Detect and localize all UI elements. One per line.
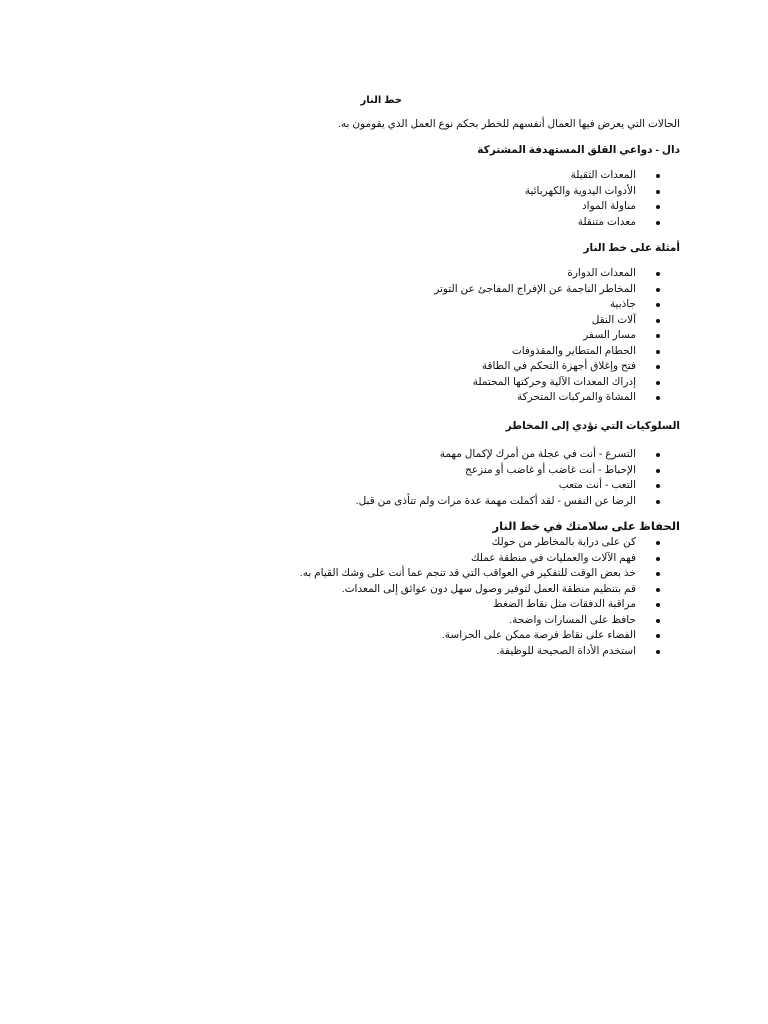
list-item	[300, 582, 680, 598]
bullet-icon	[656, 541, 660, 545]
list-item	[300, 597, 680, 613]
list-item	[300, 628, 680, 644]
list-item-text: معدات متنقلة	[577, 215, 636, 228]
bullet-icon	[656, 288, 660, 292]
bullet-icon	[656, 221, 660, 225]
bullet-icon	[656, 603, 660, 607]
section-common-heading: دال - دواعي القلق المستهدفة المشتركة	[477, 144, 680, 156]
list-item	[434, 390, 680, 406]
list-item-text: خذ بعض الوقت للتفكير في العواقب التي قد تنجم عما أنت على وشك القيام به.	[299, 567, 636, 579]
bullet-icon	[656, 205, 660, 209]
list-item	[525, 215, 680, 231]
list-item-text: إدراك المعدات الآلية وحركتها المحتملة	[472, 375, 636, 388]
bullet-icon	[656, 319, 660, 323]
list-item	[300, 535, 680, 551]
section-examples-heading: أمثلة على خط النار	[583, 242, 680, 254]
list-item-text: المعدات الثقيلة	[570, 169, 636, 181]
list-item-text: المشاة والمركبات المتحركة	[517, 391, 636, 403]
list-item	[434, 375, 680, 391]
list-item-text: فتح وإغلاق أجهزة التحكم في الطاقة	[481, 360, 636, 372]
list-item-text: الأدوات اليدوية والكهربائية	[524, 184, 636, 197]
list-item	[434, 313, 680, 329]
list-item	[434, 297, 680, 313]
bullet-icon	[656, 557, 660, 561]
section-common-list	[525, 168, 680, 230]
list-item-text: فهم الآلات والعمليات في منطقة عملك	[470, 551, 636, 564]
section-behaviors-list	[356, 447, 680, 509]
list-item	[356, 447, 680, 463]
list-item	[525, 184, 680, 200]
list-item	[434, 282, 680, 298]
list-item-text: الحطام المتطاير والمقذوفات	[511, 344, 636, 357]
list-item-text: حافظ على المسارات واضحة.	[509, 613, 636, 626]
list-item	[434, 328, 680, 344]
bullet-icon	[656, 588, 660, 592]
bullet-icon	[656, 303, 660, 307]
list-item-text: الرضا عن النفس - لقد أكملت مهمة عدة مرات ولم تتأذى من قبل.	[355, 494, 636, 507]
bullet-icon	[656, 634, 660, 638]
list-item	[300, 566, 680, 582]
list-item-text: الفضاء على نقاط فرصة ممكن على الحراسة.	[441, 629, 636, 641]
bullet-icon	[656, 365, 660, 369]
bullet-icon	[656, 453, 660, 457]
document-title: خط النار	[360, 95, 402, 106]
list-item	[434, 266, 680, 282]
list-item	[525, 199, 680, 215]
list-item-text: استخدم الأداة الصحيحة للوظيفة.	[496, 644, 636, 657]
list-item-text: كن على دراية بالمخاطر من حولك	[491, 536, 636, 548]
list-item-text: مراقبة الدفقات مثل نقاط الضغط	[492, 598, 636, 610]
section-safety-list	[300, 535, 680, 659]
list-item-text: مسار السفر	[583, 329, 636, 341]
list-item-text: الإحباط - أنت غاضب أو غاضب أو منزعج	[465, 463, 636, 476]
intro-paragraph: الحالات التي يعرض فيها العمال أنفسهم للخطر بحكم نوع العمل الذي يقومون به.	[337, 118, 680, 130]
bullet-icon	[656, 469, 660, 473]
bullet-icon	[656, 174, 660, 178]
bullet-icon	[656, 350, 660, 354]
list-item	[356, 478, 680, 494]
section-safety-heading: الحفاظ على سلامتك في خط النار	[492, 521, 680, 533]
list-item	[525, 168, 680, 184]
bullet-icon	[656, 334, 660, 338]
bullet-icon	[656, 650, 660, 654]
list-item	[300, 644, 680, 660]
list-item	[300, 613, 680, 629]
list-item	[356, 463, 680, 479]
bullet-icon	[656, 396, 660, 400]
list-item-text: مناولة المواد	[581, 200, 636, 212]
bullet-icon	[656, 619, 660, 623]
list-item-text: التسرع - أنت في عجلة من أمرك لإكمال مهمة	[439, 448, 636, 460]
section-behaviors-heading: السلوكيات التي تؤدي إلى المخاطر	[505, 420, 680, 432]
bullet-icon	[656, 190, 660, 194]
list-item-text: آلات النقل	[591, 313, 636, 326]
list-item-text: جاذبية	[609, 298, 636, 310]
bullet-icon	[656, 381, 660, 385]
list-item	[434, 359, 680, 375]
list-item	[356, 494, 680, 510]
list-item	[434, 344, 680, 360]
bullet-icon	[656, 500, 660, 504]
list-item-text: قم بتنظيم منطقة العمل لتوفير وصول سهل دون عوائق إلى المعدات.	[341, 582, 636, 595]
list-item-text: المعدات الدوارة	[567, 267, 636, 279]
bullet-icon	[656, 484, 660, 488]
bullet-icon	[656, 272, 660, 276]
bullet-icon	[656, 572, 660, 576]
list-item-text: المخاطر الناجمة عن الإفراج المفاجئ عن التوتر	[434, 282, 636, 295]
list-item	[300, 551, 680, 567]
section-examples-list	[434, 266, 680, 406]
list-item-text: التعب - أنت متعب	[558, 479, 636, 491]
